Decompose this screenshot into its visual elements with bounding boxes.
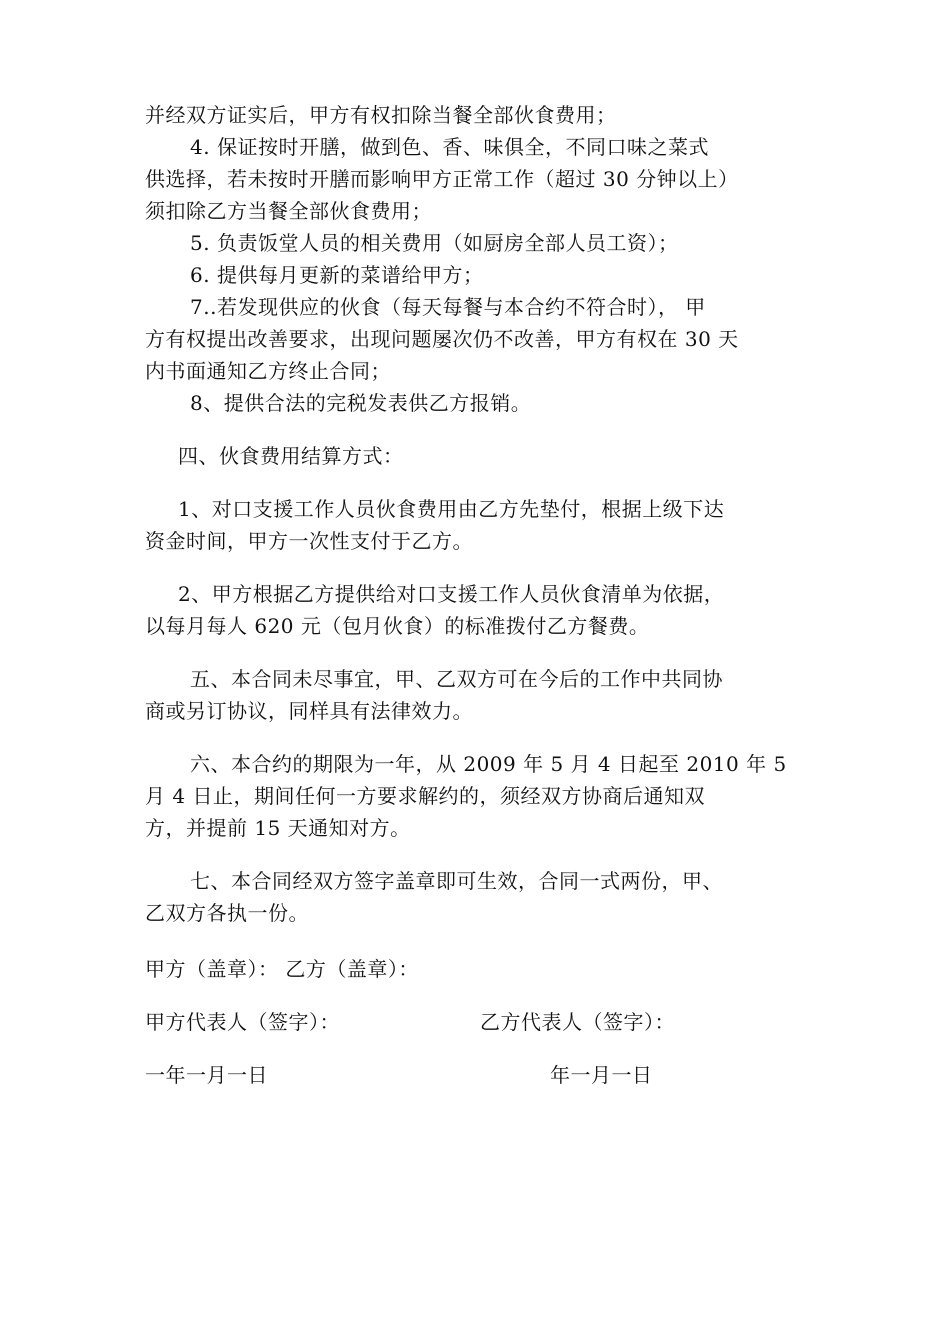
section-7-line-2: 乙双方各执一份。 bbox=[145, 901, 309, 925]
seal-line: 甲方（盖章）： 乙方（盖章）： bbox=[145, 957, 419, 981]
text-line-8: 方有权提出改善要求，出现问题屡次仍不改善，甲方有权在 30 天 bbox=[145, 327, 739, 351]
text-line-12: 1、对口支援工作人员伙食费用由乙方先垫付，根据上级下达 bbox=[178, 497, 725, 521]
section-7-line-1: 七、本合同经双方签字盖章即可生效，合同一式两份，甲、 bbox=[190, 869, 723, 893]
party-a-signature: 甲方代表人（签字）： bbox=[145, 1010, 340, 1034]
party-b-signature: 乙方代表人（签字）： bbox=[480, 1010, 675, 1034]
section-6-line-1: 六、本合约的期限为一年，从 2009 年 5 月 4 日起至 2010 年 5 bbox=[190, 752, 787, 776]
text-line-2: 4. 保证按时开膳，做到色、香、味俱全，不同口味之菜式 bbox=[190, 135, 709, 159]
text-line-7: 7..若发现供应的伙食（每天每餐与本合约不符合时）， 甲 bbox=[190, 295, 706, 319]
text-line-15: 以每月每人 620 元（包月伙食）的标准拨付乙方餐费。 bbox=[145, 614, 650, 638]
section-6-line-2: 月 4 日止，期间任何一方要求解约的，须经双方协商后通知双 bbox=[145, 784, 705, 808]
text-line-9: 内书面通知乙方终止合同； bbox=[145, 359, 391, 383]
text-line-10: 8、提供合法的完税发表供乙方报销。 bbox=[190, 391, 532, 415]
section-heading-4: 四、伙食费用结算方式： bbox=[178, 444, 404, 468]
section-5-line-2: 商或另订协议，同样具有法律效力。 bbox=[145, 699, 473, 723]
text-line-3: 供选择，若未按时开膳而影响甲方正常工作（超过 30 分钟以上） bbox=[145, 167, 739, 191]
text-line-13: 资金时间，甲方一次性支付于乙方。 bbox=[145, 529, 473, 553]
section-6-line-3: 方，并提前 15 天通知对方。 bbox=[145, 816, 411, 840]
text-line-14: 2、甲方根据乙方提供给对口支援工作人员伙食清单为依据， bbox=[178, 582, 725, 606]
text-line-5: 5. 负责饭堂人员的相关费用（如厨房全部人员工资）； bbox=[190, 231, 679, 255]
party-a-date: 一年一月一日 bbox=[145, 1063, 268, 1087]
party-b-date: 年一月一日 bbox=[550, 1063, 653, 1087]
section-5-line-1: 五、本合同未尽事宜，甲、乙双方可在今后的工作中共同协 bbox=[190, 667, 723, 691]
text-line-4: 须扣除乙方当餐全部伙食费用； bbox=[145, 199, 432, 223]
text-line-1: 并经双方证实后，甲方有权扣除当餐全部伙食费用； bbox=[145, 103, 617, 127]
text-line-6: 6. 提供每月更新的菜谱给甲方； bbox=[190, 263, 484, 287]
